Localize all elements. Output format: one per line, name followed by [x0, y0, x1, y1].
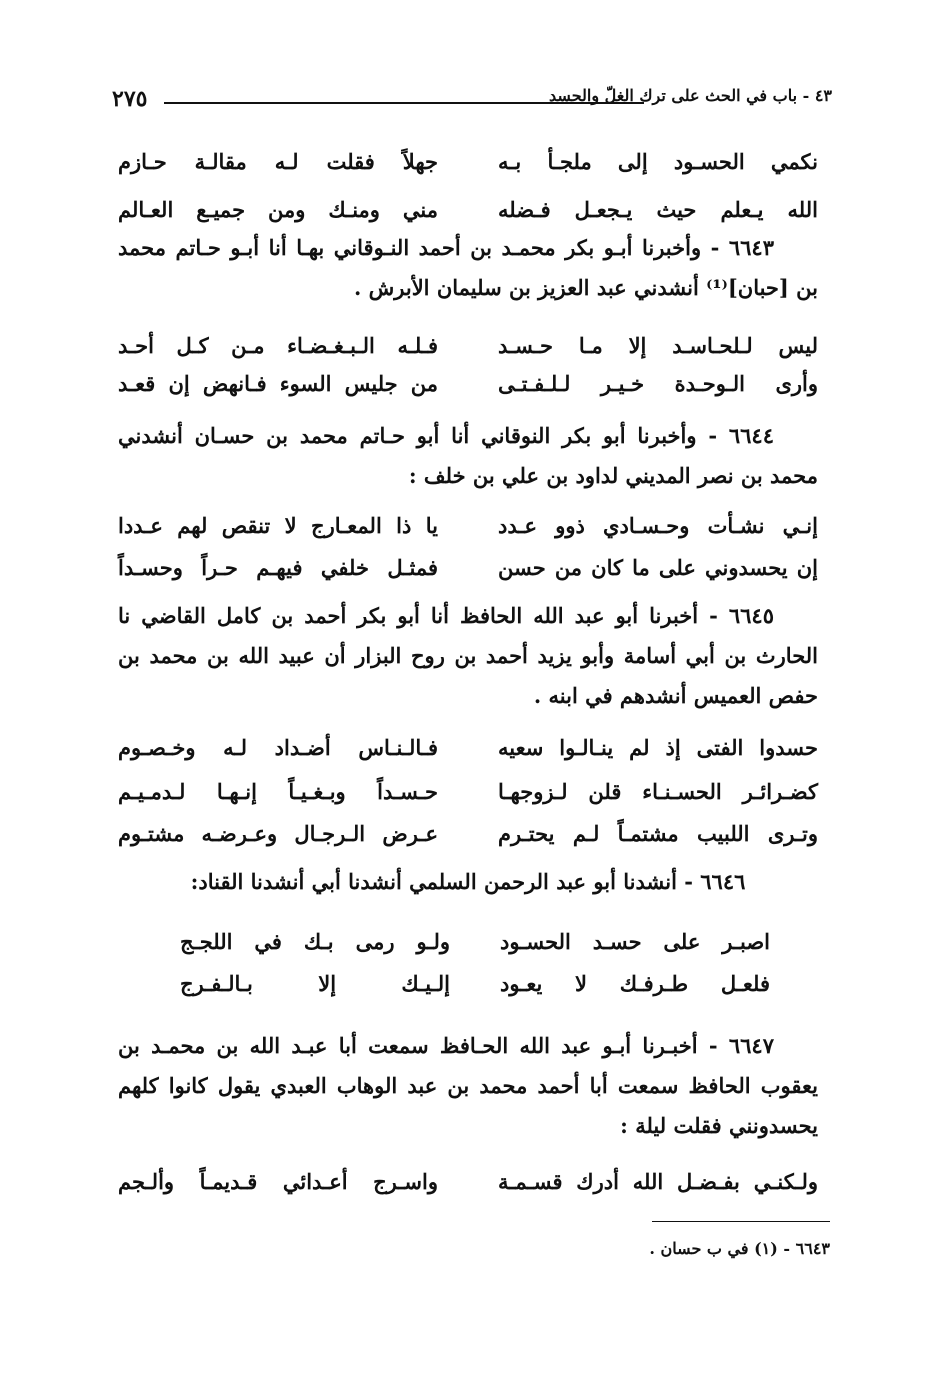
verse-second-hemistich: إلـيـك إلا بـالـفـرج [180, 971, 450, 996]
verse-line [118, 1162, 818, 1202]
verse-line [118, 548, 818, 588]
verse-line [118, 728, 818, 768]
verse-first-hemistich: إن يحسدوني على ما كان من حسن [498, 555, 818, 580]
verse-second-hemistich: يا ذا المعـارج لا تنقص لهم عـددا [118, 513, 438, 538]
verse-first-hemistich: ولـكنـي بفـضـل الله أدرك قسـمـة [498, 1169, 818, 1194]
page-header [112, 86, 832, 116]
paragraph-6647: ٦٦٤٧ - أخبـرنا أبـو عبد الله الحـافظ سمعت أبا عبـد الله بن محمـد بن يعقوب الحافظ سمعت أبا أحمد محمد بن عبد الوهاب العبدي يقول كانوا كلهم يحسدونني فقلت ليلة : [118, 1033, 818, 1138]
verse-line [118, 814, 818, 854]
verse-second-hemistich: من جليس السوء فـانهض إن قعـد [118, 371, 438, 396]
paragraph-6643: ٦٦٤٣ - وأخبرنا أبـو بكر محمـد بن أحمد النـوقاني بهـا أنا أبـو حـاتم محمد بن [حبان]⁽¹⁾ أنشدني عبد العزيز بن سليمان الأبرش . [118, 235, 818, 300]
verse-first-hemistich: حسدوا الفتى إذ لم ينـالـوا سعيه [498, 735, 818, 760]
footnote: ٦٦٤٣ - (١) في ب حسان . [649, 1239, 830, 1258]
verse-line [118, 506, 818, 546]
verse-second-hemistich: واسـرج أعـدائي قـديمـاً وألـجم [118, 1169, 438, 1194]
verse-line [118, 326, 818, 366]
verse-second-hemistich: ولـو رمى بـك في اللجـج [180, 929, 450, 954]
verse-second-hemistich: مني ومنـك ومن جميـع العـالم [118, 197, 438, 222]
verse-first-hemistich: كضـرائـر الحسـنـاء قلن لـزوجهـا [498, 779, 818, 804]
verse-line [180, 922, 770, 962]
verse-line [118, 190, 818, 230]
verse-line [180, 964, 770, 1004]
verse-second-hemistich: عـرض الـرجـال وعـرضـه مشتـوم [118, 821, 438, 846]
verse-second-hemistich: حـسـداً وبـغـيـاً إنـهـا لـدمـيـم [118, 779, 438, 804]
paragraph-6645: ٦٦٤٥ - أخبرنا أبو عبد الله الحافظ أنا أبو بكر أحمد بن كامل القاضي نا الحارث بن أبي أسامة وأبو يزيد أحمد بن روح البزار أن عبيد الله بن محمد بن حفص العميس أنشدهم في ابنه . [118, 603, 818, 708]
verse-second-hemistich: جهلاً فقلت لـه مقالـة حـازم [118, 149, 438, 174]
verse-second-hemistich: فـالـنـاس أضـداد لـه وخـصـوم [118, 735, 438, 760]
verse-first-hemistich: إنـي نشـأت وحـسـادي ذوو عـدد [498, 513, 818, 538]
paragraph-6644: ٦٦٤٤ - وأخبرنا أبو بكر النوقاني أنا أبو حـاتم محمد بن حسـان أنشدني محمد بن نصر المديني لداود بن علي بن خلف : [118, 423, 818, 488]
verse-line [118, 364, 818, 404]
verse-line [118, 142, 818, 182]
verse-second-hemistich: فـلـه الـبـغـضـاء مـن كـل أحـد [118, 333, 438, 358]
verse-first-hemistich: فلعـل طـرفـك لا يعـود [500, 971, 770, 996]
footnote-rule [652, 1221, 830, 1222]
page-number: ٢٧٥ [112, 86, 148, 112]
verse-first-hemistich: الله يـعلم حيث يـجعـل فـضله [498, 197, 818, 222]
running-title: ٤٣ - باب في الحث على ترك الغلّ والحسد [549, 86, 832, 105]
verse-first-hemistich: وأرى الـوحـدة خـيـر لـلـفـتـى [498, 371, 818, 396]
verse-second-hemistich: فمثـل خلفي فيهـم حـراً وحسـداً [118, 555, 438, 580]
verse-first-hemistich: ليس لـلحـاسـد إلا مـا حـسـد [498, 333, 818, 358]
paragraph-6646: ٦٦٤٦ - أنشدنا أبو عبد الرحمن السلمي أنشدنا أبي أنشدنا القناد: [190, 869, 746, 894]
verse-first-hemistich: وتـرى اللبيب مشتمـاً لـم يحتـرم [498, 821, 818, 846]
verse-first-hemistich: اصبـر على حسـد الحسـود [500, 929, 770, 954]
verse-line [118, 772, 818, 812]
verse-first-hemistich: نكمي الحسـود إلى ملجـأ بـه [498, 149, 818, 174]
